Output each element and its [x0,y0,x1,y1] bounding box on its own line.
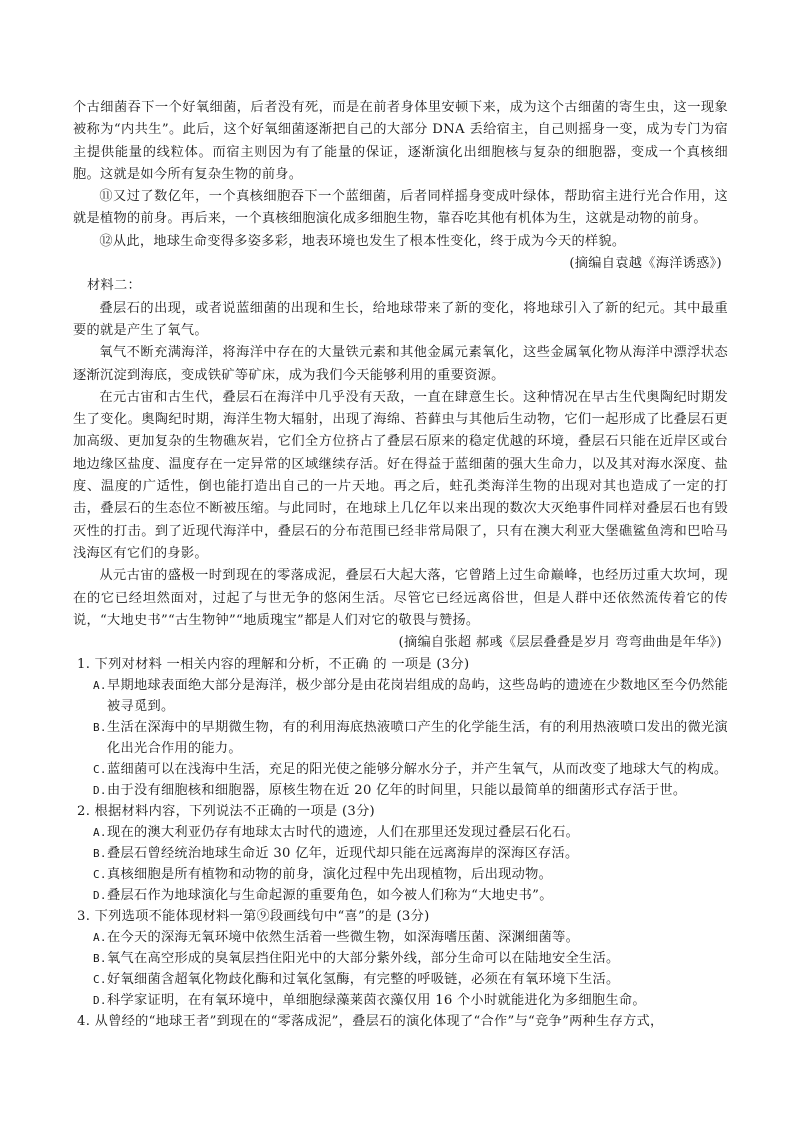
document-content [73,97,728,1032]
option-letter: C. [93,763,107,777]
passage-two-label: 材料二： [87,278,141,294]
passage-two-source: (摘编自张超 郝彧《层层叠叠是岁月 弯弯曲曲是年华》) [398,635,722,651]
question-3 [73,906,728,1011]
passage-two-paragraph-3: 在元古宙和古生代，叠层石在海洋中几乎没有天敌，一直在肆意生长。这种情况在早古生代奥陶纪时期发生了变化。奥陶纪时期，海洋生物大辐射，出现了海绵、苔藓虫与其他后生动物，它们一起形成了比叠层石更加高级、更加复杂的生物礁灰岩，它们全方位挤占了叠层石原来的稳定优越的环境，叠层石只能在近岸区或台地边缘区盐度、温度存在一定异常的区域继续存活。好在得益于蓝细菌的强大生命力，以及其对海水深度、盐度、温度的广适性，倒也能打造出自己的一片天地。再之后，蛀孔类海洋生物的出现对其也造成了一定的打击，叠层石的生态位不断被压缩。与此同时，在地球上几亿年以来出现的数次大灭绝事件同样对叠层石也有毁灭性的打击。到了近现代海洋中，叠层石的分布范围已经非常局限了，只有在澳大利亚大堡礁鲨鱼湾和巴哈马浅海区有它们的身影。 [73,389,728,561]
passage-two-paragraph-1: 叠层石的出现，或者说蓝细菌的出现和生长，给地球带来了新的变化，将地球引入了新的纪元。其中最重要的就是产生了氧气。 [73,300,728,338]
option-text: 生活在深海中的早期微生物，有的利用海底热液喷口产生的化学能生活，有的利用热液喷口发出的微光演化出光合作用的能力。 [107,720,728,757]
passage-one-paragraph-11: ⑪又过了数亿年，一个真核细胞吞下一个蓝细菌，后者同样摇身变成叶绿体，帮助宿主进行光合作用，这就是植物的前身。再后来，一个真核细胞演化成多细胞生物，靠吞吃其他有机体为生，这就是动物的前身。 [73,189,728,227]
option-text: 现在的澳大利亚仍存有地球太古时代的遗迹，人们在那里还发现过叠层石化石。 [107,825,580,841]
option-letter: D. [93,784,107,798]
question-4 [73,1011,728,1032]
question-stem: 2. 根据材料内容，下列说法不正确的一项是 (3分) [77,804,376,820]
option-letter: D. [93,889,107,903]
option-text: 早期地球表面绝大部分是海洋，极少部分是由花岗岩组成的岛屿，这些岛屿的遗迹在少数地区至今仍然能被寻觅到。 [107,678,728,715]
option-text: 真核细胞是所有植物和动物的前身，演化过程中先出现植物，后出现动物。 [107,867,553,883]
option-text: 在今天的深海无氧环境中依然生活着一些微生物，如深海嗜压菌、深渊细菌等。 [107,930,580,946]
option-text: 叠层石作为地球演化与生命起源的重要角色，如今被人们称为“大地史书”。 [107,888,553,904]
option-letter: B. [93,721,107,735]
passage-two-paragraph-4: 从元古宙的盛极一时到现在的零落成泥，叠层石大起大落，它曾踏上过生命巅峰，也经历过重大坎坷，现在的它已经坦然面对，过起了与世无争的悠闲生活。尽管它已经远离俗世，但是人群中还依然流传着它的传说，“大地史书”“古生物钟”“地质瑰宝”都是人们对它的敬畏与赞扬。 [73,568,728,628]
option-letter: C. [93,868,107,882]
option-letter: A. [93,931,107,945]
passage-one-paragraph: 个古细菌吞下一个好氧细菌，后者没有死，而是在前者身体里安顿下来，成为这个古细菌的寄生虫，这一现象被称为“内共生”。此后，这个好氧细菌逐渐把自己的大部分 DNA 丢给宿主，自己则摇身一变，成为专门为宿主提供能量的线粒体。而宿主则因为有了能量的保证，逐渐演化出细胞核与复杂的细胞器，变成一个真核细胞。这就是如今所有复杂生物的前身。 [73,100,728,182]
option-text: 科学家证明，在有氧环境中，单细胞绿藻莱茵衣藻仅用 16 个小时就能进化为多细胞生命。 [107,993,646,1009]
question-stem: 1. 下列对材料 一相关内容的理解和分析，不正确 的 一项是 (3分) [77,657,470,673]
option-a [73,927,728,948]
option-c [73,864,728,885]
option-c [73,759,728,780]
option-b [73,717,728,759]
option-letter: B. [93,847,107,861]
option-a [73,822,728,843]
option-letter: D. [93,994,107,1008]
option-b [73,948,728,969]
passage-one-source: (摘编自袁越《海洋诱惑》) [569,256,722,272]
option-letter: A. [93,826,107,840]
option-b [73,843,728,864]
option-text: 叠层石曾经统治地球生命近 30 亿年，近现代却只能在远离海岸的深海区存活。 [107,846,579,862]
question-2 [73,801,728,906]
question-stem: 4. 从曾经的“地球王者”到现在的“零落成泥”，叠层石的演化体现了“合作”与“竞争”两种生存方式， [77,1014,664,1030]
passage-one-paragraph-12: ⑫从此，地球生命变得多姿多彩，地表环境也发生了根本性变化，终于成为今天的样貌。 [99,233,626,249]
option-d [73,780,728,801]
option-text: 蓝细菌可以在浅海中生活，充足的阳光使之能够分解水分子，并产生氧气，从而改变了地球大气的构成。 [107,762,728,778]
option-letter: C. [93,973,107,987]
option-d [73,885,728,906]
question-stem: 3. 下列选项不能体现材料一第⑨段画线句中“喜”的是 (3分) [77,909,430,925]
option-text: 由于没有细胞核和细胞器，原核生物在近 20 亿年的时间里，只能以最简单的细菌形式存活于世。 [107,783,687,799]
option-letter: B. [93,952,107,966]
question-1 [73,654,728,801]
option-text: 氧气在高空形成的臭氧层挡住阳光中的大部分紫外线，部分生命可以在陆地安全生活。 [107,951,620,967]
option-text: 好氧细菌含超氧化物歧化酶和过氧化氢酶，有完整的呼吸链，必须在有氧环境下生活。 [107,972,620,988]
option-d [73,990,728,1011]
option-c [73,969,728,990]
option-a [73,675,728,717]
option-letter: A. [93,679,107,693]
passage-two-paragraph-2: 氧气不断充满海洋，将海洋中存在的大量铁元素和其他金属元素氧化，这些金属氧化物从海洋中漂浮状态逐渐沉淀到海底，变成铁矿等矿床，成为我们今天能够利用的重要资源。 [73,345,728,383]
